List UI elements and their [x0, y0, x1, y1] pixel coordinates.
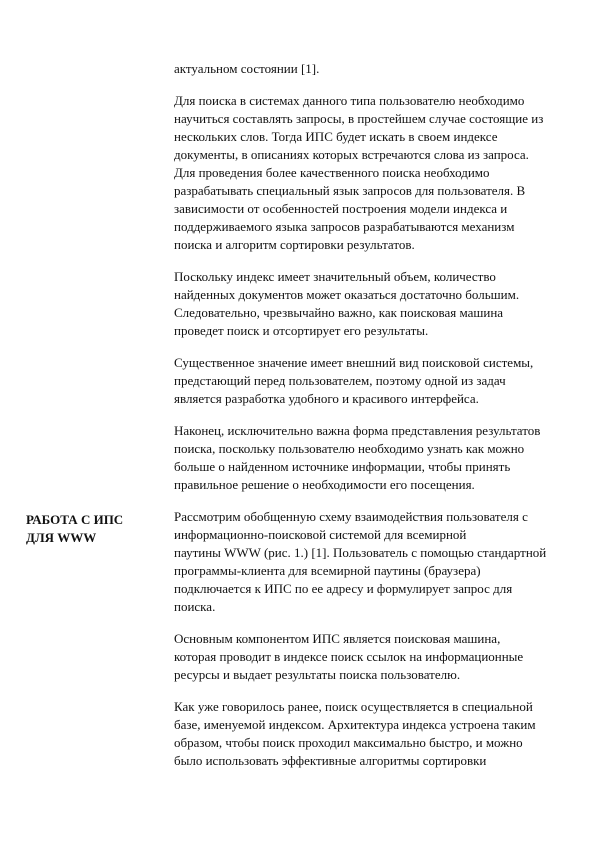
- text-line: Основным компонентом ИПС является поисковая машина,: [174, 631, 501, 646]
- text-line: базе, именуемой индексом. Архитектура индекса устроена таким: [174, 717, 536, 732]
- text-line: Как уже говорилось ранее, поиск осуществляется в специальной: [174, 699, 533, 714]
- text-line: больше о найденном источнике информации, чтобы принять: [174, 459, 511, 474]
- text-line: документы, в описаниях которых встречаются слова из запроса.: [174, 147, 529, 162]
- paragraph: [174, 422, 574, 494]
- paragraph: [174, 354, 574, 408]
- text-line: ресурсы и выдает результаты поиска пользователю.: [174, 667, 461, 682]
- paragraph: [174, 92, 574, 254]
- text-line: Для проведения более качественного поиска необходимо: [174, 165, 490, 180]
- text-line: Следовательно, чрезвычайно важно, как поисковая машина: [174, 305, 504, 320]
- text-line: Для поиска в системах данного типа пользователю необходимо: [174, 93, 525, 108]
- paragraph: [174, 630, 574, 684]
- text-line: научиться составлять запросы, в простейшем случае состоящие из: [174, 111, 544, 126]
- text-line: программы-клиента для всемирной паутины (браузера): [174, 563, 481, 578]
- text-line: поиска.: [174, 599, 216, 614]
- text-line: актуальном состоянии [1].: [174, 61, 320, 76]
- text-line: поиска и алгоритм сортировки результатов.: [174, 237, 415, 252]
- text-line: было использовать эффективные алгоритмы сортировки: [174, 753, 487, 768]
- text-line: Наконец, исключительно важна форма представления результатов: [174, 423, 541, 438]
- text-line: Поскольку индекс имеет значительный объем, количество: [174, 269, 496, 284]
- section-heading-line: РАБОТА С ИПС: [26, 512, 124, 527]
- text-line: Существенное значение имеет внешний вид поисковой системы,: [174, 355, 534, 370]
- text-line: информационно-поисковой системой для всемирной: [174, 527, 467, 542]
- text-line: Рассмотрим обобщенную схему взаимодействия пользователя с: [174, 509, 528, 524]
- text-line: нескольких слов. Тогда ИПС будет искать в своем индексе: [174, 129, 498, 144]
- text-line: которая проводит в индексе поиск ссылок на информационные: [174, 649, 524, 664]
- paragraph: [174, 698, 574, 770]
- text-line: является разработка удобного и красивого интерфейса.: [174, 391, 479, 406]
- text-line: найденных документов может оказаться достаточно большим.: [174, 287, 520, 302]
- text-line: поиска, поскольку пользователю необходимо узнать как можно: [174, 441, 525, 456]
- section-heading-line: ДЛЯ WWW: [26, 530, 97, 545]
- text-line: подключается к ИПС по ее адресу и формулирует запрос для: [174, 581, 513, 596]
- section-heading: [26, 511, 161, 547]
- paragraph: [174, 508, 574, 616]
- text-line: зависимости от особенностей построения модели индекса и: [174, 201, 508, 216]
- paragraph: [174, 268, 574, 340]
- text-line: поддерживаемого языка запросов разрабатываются механизм: [174, 219, 515, 234]
- text-line: проведет поиск и отсортирует его результаты.: [174, 323, 429, 338]
- text-line: разрабатывать специальный язык запросов для пользователя. В: [174, 183, 526, 198]
- paragraph: [174, 60, 574, 78]
- text-line: образом, чтобы поиск проходил максимально быстро, и можно: [174, 735, 523, 750]
- text-line: правильное решение о необходимости его посещения.: [174, 477, 475, 492]
- main-text-column: [174, 60, 574, 784]
- text-line: паутины WWW (рис. 1.) [1]. Пользователь с помощью стандартной: [174, 545, 547, 560]
- text-line: предстающий перед пользователем, поэтому одной из задач: [174, 373, 506, 388]
